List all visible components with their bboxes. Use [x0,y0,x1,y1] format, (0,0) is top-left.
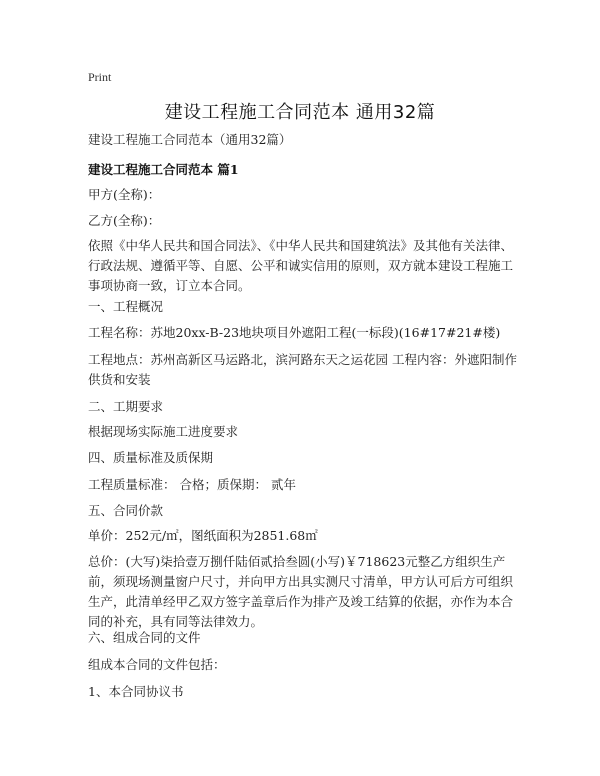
quality-standard-text: 工程质量标准： 合格；质保期： 贰年 [88,477,296,492]
section-6-heading: 六、组成合同的文件 [88,630,201,645]
unit-price-text: 单价：252元/㎡，图纸面积为2851.68㎡ [88,528,318,543]
intro-paragraph: 依照《中华人民共和国合同法》、《中华人民共和国建筑法》及其他有关法律、行政法规、遵循平等、自愿、公平和诚实信用的原则，双方就本建设工程施工事项协商一致，订立本合同。 [88,238,514,293]
contract-documents-item-1: 1、本合同协议书 [88,684,184,699]
party-a-line: 甲方(全称)： [88,187,161,202]
party-b-line: 乙方(全称)： [88,213,161,228]
section-2-heading: 二、工期要求 [88,399,164,414]
total-price-paragraph: 总价：(大写)柒拾壹万捌仟陆佰贰拾叁圆(小写)￥718623元整乙方组织生产前，须现场测量窗户尺寸，并向甲方出具实测尺寸清单，甲方认可后方可组织生产，此清单经甲乙双方签字盖章后作为排产及竣工结算的依据，亦作为本合同的补充，具有同等法律效力。 [88,554,514,629]
document-subtitle: 建设工程施工合同范本（通用32篇） [88,132,292,147]
section-heading: 建设工程施工合同范本 篇1 [88,162,239,177]
print-label: Print [88,70,112,84]
contract-documents-text: 组成本合同的文件包括： [88,657,226,672]
section-5-heading: 五、合同价款 [88,503,164,518]
schedule-text: 根据现场实际施工进度要求 [88,424,239,439]
project-location: 工程地点：苏州高新区马运路北，滨河路东天之运花园 工程内容：外遮阳制作供货和安装 [88,352,517,387]
project-name: 工程名称：苏地20xx-B-23地块项目外遮阳工程(一标段)(16#17#21#楼) [88,325,501,340]
section-1-heading: 一、工程概况 [88,299,164,314]
section-4-heading: 四、质量标准及质保期 [88,450,214,465]
page-title: 建设工程施工合同范本 通用32篇 [164,102,436,123]
